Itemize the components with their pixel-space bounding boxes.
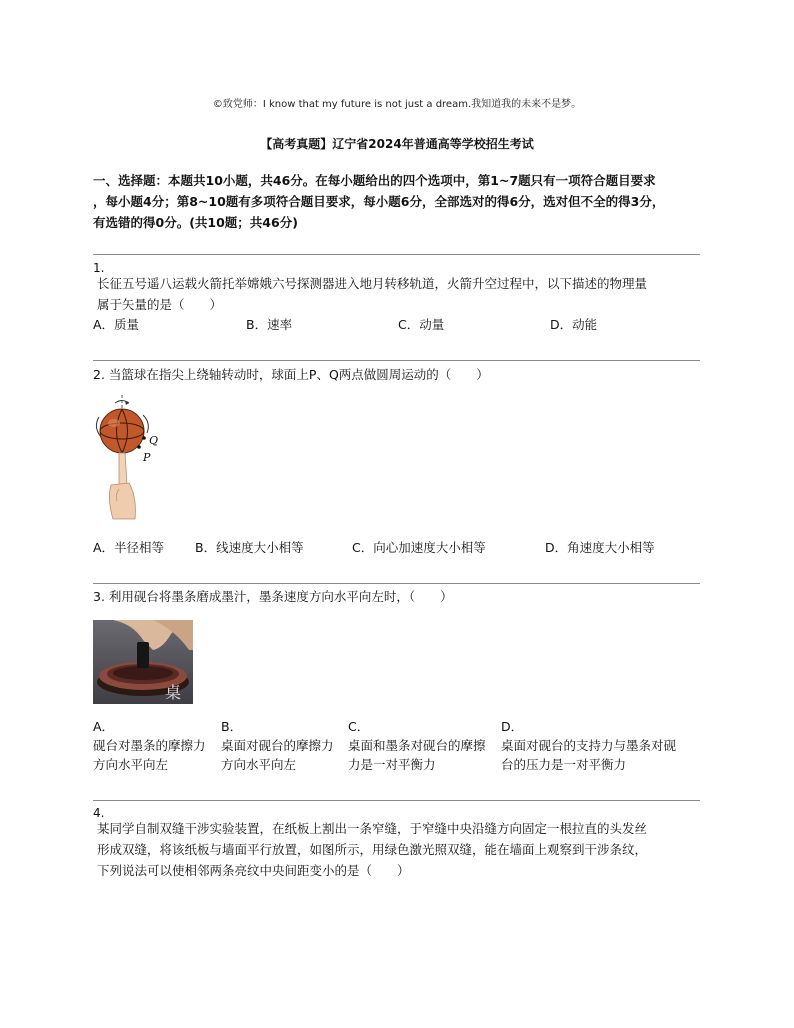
section-instructions xyxy=(93,170,713,233)
question-1-line-2: 属于矢量的是（ ） xyxy=(97,297,223,312)
question-1-option-a[interactable]: A．质量 xyxy=(93,317,140,332)
option-line-2: 方向水平向左 xyxy=(221,757,297,772)
option-letter: B． xyxy=(221,719,243,734)
table-label: 桌 xyxy=(165,683,182,702)
question-3-option-a[interactable] xyxy=(93,717,221,774)
question-2-option-d[interactable]: D．角速度大小相等 xyxy=(545,540,655,555)
option-line-1: 砚台对墨条的摩擦力 xyxy=(93,738,206,753)
option-letter: D． xyxy=(501,719,524,734)
question-1-line-1: 长征五号遥八运载火箭托举嫦娥六号探测器进入地月转移轨道，火箭升空过程中，以下描述的物理量 xyxy=(97,276,648,291)
basketball-on-finger-illustration xyxy=(93,393,173,521)
question-4-line-1: 某同学自制双缝干涉实验装置，在纸板上割出一条窄缝，于窄缝中央沿缝方向固定一根拉直的头发丝 xyxy=(97,821,648,836)
option-letter: A． xyxy=(93,719,115,734)
exam-title: 【高考真题】辽宁省2024年普通高等学校招生考试 xyxy=(260,137,534,151)
question-4-number: 4. xyxy=(93,806,105,820)
question-1-stem xyxy=(97,273,717,315)
question-4-line-3: 下列说法可以使相邻两条亮纹中央间距变小的是（ ） xyxy=(97,863,410,878)
question-2-option-a[interactable]: A．半径相等 xyxy=(93,540,165,555)
option-line-1: 桌面对砚台的支持力与墨条对砚 xyxy=(501,738,677,753)
option-line-1: 桌面和墨条对砚台的摩擦 xyxy=(348,738,486,753)
divider xyxy=(93,583,700,584)
option-letter: C． xyxy=(348,719,370,734)
header-motto: ©致党师：I know that my future is not just a dream.我知道我的未来不是梦。 xyxy=(212,99,582,110)
question-3-option-d[interactable] xyxy=(501,717,701,774)
question-3-option-b[interactable] xyxy=(221,717,349,774)
divider xyxy=(93,800,700,801)
option-line-1: 桌面对砚台的摩擦力 xyxy=(221,738,334,753)
option-line-2: 方向水平向左 xyxy=(93,757,169,772)
section-line-1: 一、选择题：本题共10小题，共46分。在每小题给出的四个选项中，第1~7题只有一项符合题目要求 xyxy=(93,173,656,188)
question-3-stem: 3. 利用砚台将墨条磨成墨汁，墨条速度方向水平向左时，（ ） xyxy=(93,589,453,604)
question-4-line-2: 形成双缝，将该纸板与墙面平行放置，如图所示，用绿色激光照双缝，能在墙面上观察到干涉条纹， xyxy=(97,842,648,857)
question-2-option-c[interactable]: C．向心加速度大小相等 xyxy=(352,540,486,555)
option-line-2: 力是一对平衡力 xyxy=(348,757,436,772)
question-2-option-b[interactable]: B．线速度大小相等 xyxy=(195,540,304,555)
question-3-option-c[interactable] xyxy=(348,717,500,774)
divider xyxy=(93,360,700,361)
question-1-option-d[interactable]: D．动能 xyxy=(550,317,598,332)
inkstone-photo xyxy=(93,620,193,704)
spinning-basketball-figure xyxy=(93,393,173,521)
question-2-stem: 2. 当篮球在指尖上绕轴转动时，球面上P、Q两点做圆周运动的（ ） xyxy=(93,367,489,382)
section-line-2: ，每小题4分；第8~10题有多项符合题目要求，每小题6分，全部选对的得6分，选对但不全的得3分， xyxy=(93,194,665,209)
question-4-stem xyxy=(97,818,717,881)
question-1-number: 1. xyxy=(93,261,105,275)
point-q-label: Q xyxy=(149,434,159,447)
option-line-2: 台的压力是一对平衡力 xyxy=(501,757,627,772)
section-line-3: 有选错的得0分。(共10题；共46分) xyxy=(93,215,298,230)
divider xyxy=(93,254,700,255)
question-1-option-b[interactable]: B．速率 xyxy=(246,317,293,332)
question-1-option-c[interactable]: C．动量 xyxy=(398,317,445,332)
point-p-label: P xyxy=(143,451,151,464)
